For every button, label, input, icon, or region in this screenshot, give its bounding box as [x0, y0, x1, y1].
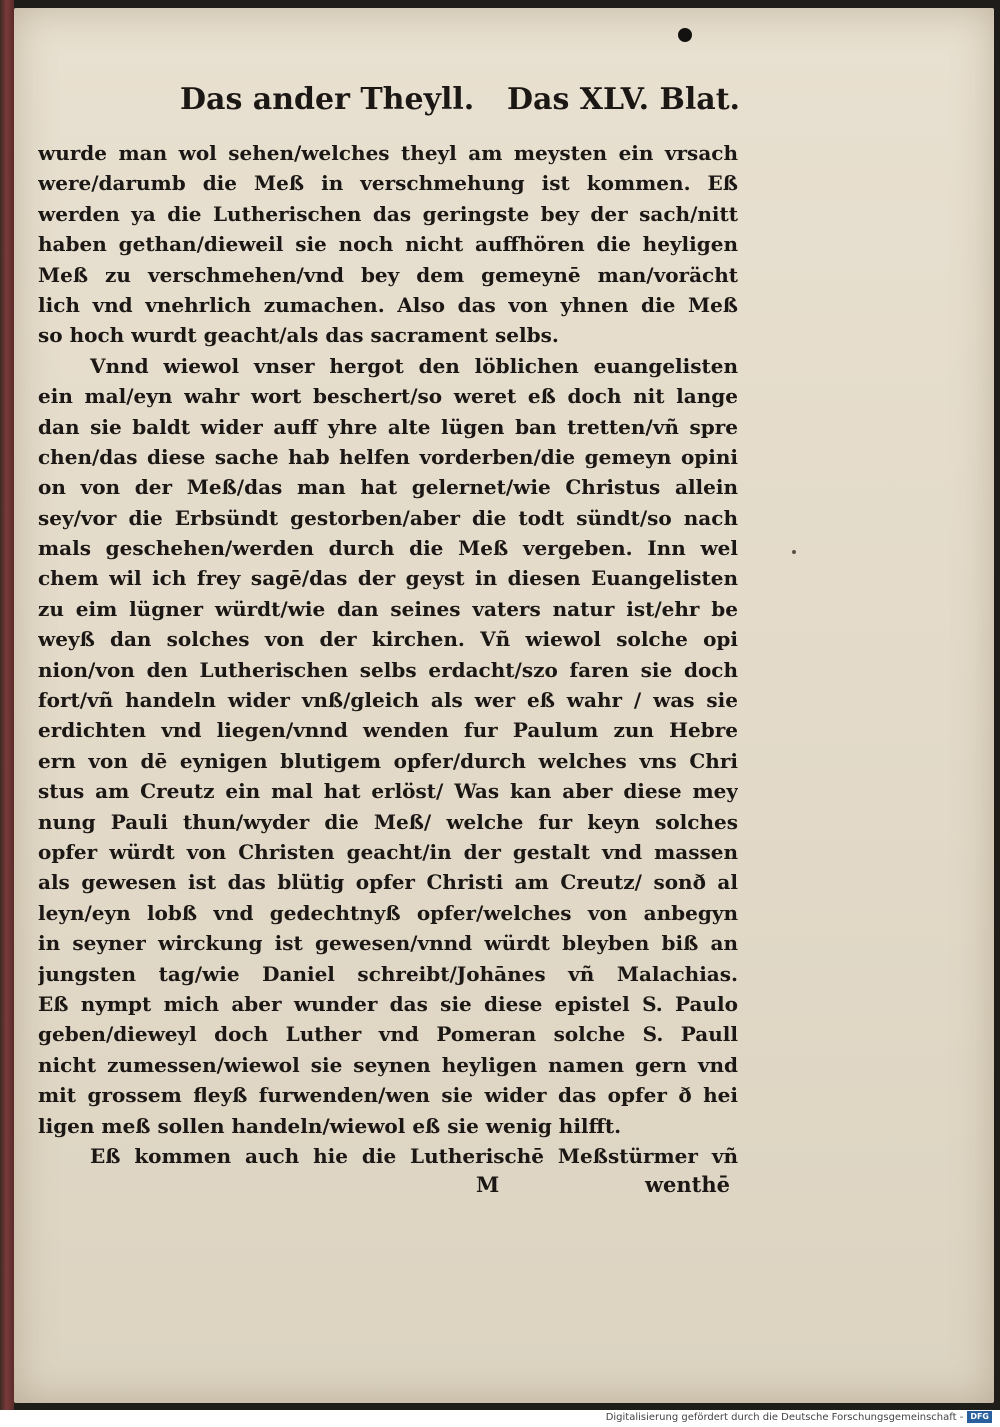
text-line: dan sie baldt wider auff yhre alte lügen ban tretten/vñ spre	[38, 414, 738, 439]
header-right: Das XLV. Blat.	[506, 82, 740, 117]
text-line: leyn/eyn lobß vnd gedechtnyß opfer/welches von anbegyn	[38, 900, 738, 925]
text-line: chem wil ich frey sagē/das der geyst in diesen Euangelisten	[38, 566, 738, 591]
text-line: ern von dē eynigen blutigem opfer/durch welches vns Chri	[38, 748, 738, 773]
text-line: nion/von den Lutherischen selbs erdacht/szo faren sie doch	[38, 657, 738, 682]
paper-speck	[792, 550, 796, 554]
text-line: Eß kommen auch hie die Lutherischē Meßstürmer vñ	[90, 1143, 738, 1168]
page-footer	[470, 1172, 730, 1206]
funding-credit	[606, 1411, 992, 1425]
header-left: Das ander Theyll.	[180, 82, 475, 117]
signature-mark: M	[476, 1172, 500, 1197]
dfg-logo: DFG	[967, 1411, 992, 1423]
text-line: lich vnd vnehrlich zumachen. Also das von yhnen die Meß	[38, 292, 738, 317]
text-line: chen/das diese sache hab helfen vorderben/die gemeyn opini	[38, 444, 738, 469]
text-line: mit grossem fleyß furwenden/wen sie wider das opfer ð hei	[38, 1083, 738, 1108]
text-line: ligen meß sollen handeln/wiewol eß sie wenig hilfft.	[38, 1113, 622, 1138]
text-line: were/darumb die Meß in verschmehung ist kommen. Eß	[38, 171, 738, 196]
text-line: weyß dan solches von der kirchen. Vñ wiewol solche opi	[38, 627, 738, 652]
text-line: Eß nympt mich aber wunder das sie diese epistel S. Paulo	[38, 991, 738, 1016]
text-line: mals geschehen/werden durch die Meß vergeben. Inn wel	[38, 536, 738, 561]
text-line: Vnnd wiewol vnser hergot den löblichen euangelisten	[90, 353, 738, 378]
text-line: sey/vor die Erbsündt gestorben/aber die todt sündt/so nach	[38, 505, 738, 530]
text-line: fort/vñ handeln wider vnß/gleich als wer eß wahr / was sie	[38, 688, 738, 713]
text-line: als gewesen ist das blütig opfer Christi am Creutz/ sonð al	[38, 870, 738, 895]
book-spine-edge	[0, 0, 14, 1410]
text-line: on von der Meß/das man hat gelernet/wie Christus allein	[38, 475, 738, 500]
text-line: in seyner wirckung ist gewesen/vnnd würdt bleyben biß an	[38, 931, 738, 956]
text-line: stus am Creutz ein mal hat erlöst/ Was kan aber diese mey	[38, 779, 738, 804]
text-line: Meß zu verschmehen/vnd bey dem gemeynē man/vorächt	[38, 262, 738, 287]
text-line: geben/dieweyl doch Luther vnd Pomeran solche S. Paull	[38, 1022, 738, 1047]
text-line: erdichten vnd liegen/vnnd wenden fur Paulum zun Hebre	[38, 718, 738, 743]
text-line: opfer würdt von Christen geacht/in der gestalt vnd massen	[38, 839, 738, 864]
body-text	[38, 138, 738, 1171]
text-line: jungsten tag/wie Daniel schreibt/Johānes vñ Malachias.	[38, 961, 738, 986]
text-line: wurde man wol sehen/welches theyl am meysten ein vrsach	[38, 141, 738, 165]
catchword: wenthē	[644, 1172, 730, 1197]
text-line: ein mal/eyn wahr wort beschert/so weret eß doch nit lange	[38, 384, 738, 409]
ink-dot	[678, 28, 692, 42]
text-line: werden ya die Lutherischen das geringste bey der sach/nitt	[38, 201, 738, 226]
running-header	[180, 82, 740, 122]
credit-text: Digitalisierung gefördert durch die Deutsche Forschungsgemeinschaft -	[605, 1412, 964, 1423]
text-line: so hoch wurdt geacht/als das sacrament selbs.	[38, 323, 559, 348]
text-line: haben gethan/dieweil sie noch nicht auffhören die heyligen	[38, 232, 738, 257]
text-line: zu eim lügner würdt/wie dan seines vaters natur ist/ehr be	[38, 596, 738, 621]
text-line: nung Pauli thun/wyder die Meß/ welche fur keyn solches	[38, 809, 738, 834]
text-line: nicht zumessen/wiewol sie seynen heyligen namen gern vnd	[38, 1052, 738, 1077]
